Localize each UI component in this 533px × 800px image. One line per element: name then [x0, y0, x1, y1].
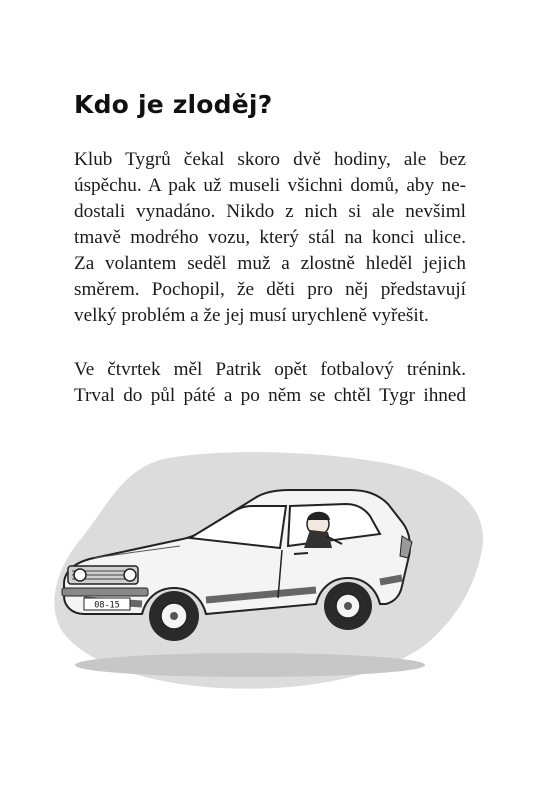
headlight — [74, 569, 86, 581]
text-line: Klub Tygrů čekal skoro dvě hodiny, ale bez — [74, 149, 466, 170]
wheel-front — [149, 591, 199, 641]
chapter-title: Kdo je zloděj? — [74, 90, 273, 119]
paragraph-1 — [74, 147, 466, 329]
paragraph-2 — [74, 357, 466, 409]
text-line: Za volantem seděl muž a zlostně hleděl jejich — [74, 253, 466, 274]
car-illustration — [50, 450, 500, 700]
text-line: tmavě modrého vozu, který stál na konci ulice. — [74, 227, 466, 248]
text-line: velký problém a že jej musí urychleně vyřešit. — [74, 305, 429, 326]
wheel-rear — [324, 582, 372, 630]
text-line: Ve čtvrtek měl Patrik opět fotbalový trénink. — [74, 359, 466, 380]
front-bumper — [62, 588, 148, 596]
text-line: dostali vynadáno. Nikdo z nich si ale nevšiml — [74, 201, 466, 222]
text-line: úspěchu. A pak už museli všichni domů, aby ne- — [74, 175, 466, 196]
headlight — [124, 569, 136, 581]
text-line: Trval do půl páté a po něm se chtěl Tygr ihned — [74, 385, 466, 406]
text-line: směrem. Pochopil, že děti pro něj představují — [74, 279, 466, 300]
license-plate-text: 08-15 — [94, 600, 120, 611]
